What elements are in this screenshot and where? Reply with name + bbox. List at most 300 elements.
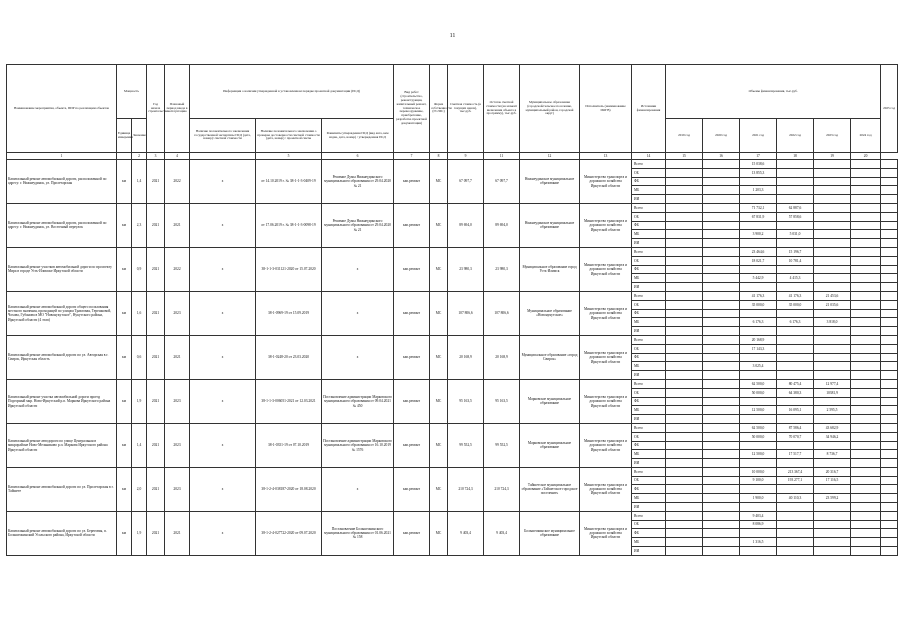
funding-year-cell: 16 095,1 xyxy=(777,406,814,415)
work-type-cell: кап.ремонт xyxy=(394,335,430,379)
unit-cell: км xyxy=(117,423,132,467)
funding-year-cell xyxy=(666,459,703,468)
column-number-cell: 18 xyxy=(777,153,814,160)
funding-year-cell xyxy=(851,494,881,503)
reliability-cell: 38-1-1-3-006051-2021 от 12.03.2021 xyxy=(256,379,322,423)
unit-cell: км xyxy=(117,247,132,291)
ownership-cell: МС xyxy=(430,467,448,511)
funding-year-cell xyxy=(851,256,881,265)
funding-source-cell: ИИ xyxy=(632,239,666,248)
funding-year-cell xyxy=(881,423,898,432)
ownership-cell: МС xyxy=(430,291,448,335)
header-approval: Реквизиты утверждения ПСД (вид акта, кем издан, дата, номер) / утвержденная ПСД xyxy=(322,119,394,153)
funding-year-cell xyxy=(740,503,777,512)
funding-year-cell xyxy=(881,203,898,212)
funding-year-cell xyxy=(881,300,898,309)
municipality-cell: Муниципальное образование «город Свирск» xyxy=(520,335,580,379)
ownership-cell: МС xyxy=(430,379,448,423)
end-year: 2022 xyxy=(165,247,190,291)
end-year: 2023 xyxy=(165,379,190,423)
header-work-type: Вид работ (строительство, реконструкция, капитальный ремонт, техническое перевооружение, приобретение, разработка проектной документации) xyxy=(394,65,430,153)
funding-year-cell xyxy=(881,494,898,503)
approval-cell: Решение Думы Нижнеудинского муниципального образования от 29.04.2020 № 21 xyxy=(322,160,394,204)
cost-cell: 67 097,7 xyxy=(448,160,484,204)
funding-year-cell xyxy=(777,309,814,318)
funding-year-cell xyxy=(851,547,881,556)
funding-year-cell xyxy=(703,388,740,397)
funding-year-cell xyxy=(814,256,851,265)
funding-year-cell xyxy=(666,212,703,221)
funding-year-cell xyxy=(881,432,898,441)
funding-year-cell xyxy=(814,538,851,547)
column-number-cell: 16 xyxy=(703,153,740,160)
cost-cell: 20 168,9 xyxy=(448,335,484,379)
work-type-cell: кап.ремонт xyxy=(394,511,430,555)
remaining-cost-cell: 67 097,7 xyxy=(484,160,520,204)
approval-cell: х xyxy=(322,335,394,379)
funding-year-cell xyxy=(666,511,703,520)
funding-year-cell xyxy=(851,274,881,283)
funding-year-cell xyxy=(666,230,703,239)
funding-year-cell xyxy=(703,423,740,432)
expertise-cell: х xyxy=(190,335,256,379)
object-name: Капитальный ремонт автомобильной дороги по ул. Пролетарская в г. Тайшете xyxy=(7,467,117,511)
header-year-2019: 2019 год xyxy=(666,119,703,153)
funding-year-cell xyxy=(666,415,703,424)
reliability-cell: 38-1-0969-19 от 15.09.2019 xyxy=(256,291,322,335)
funding-source-cell: МБ xyxy=(632,230,666,239)
funding-year-cell xyxy=(814,309,851,318)
funding-year-cell xyxy=(851,503,881,512)
funding-year-cell: 20 316,7 xyxy=(814,467,851,476)
header-funding: Объемы финансирования, тыс.руб. xyxy=(666,65,881,119)
reliability-cell: 38-1-2-4-027722-2020 от 09.07.2020 xyxy=(256,511,322,555)
table-row xyxy=(7,379,898,388)
funding-year-cell xyxy=(881,344,898,353)
funding-source-cell: МБ xyxy=(632,318,666,327)
funding-year-cell xyxy=(703,397,740,406)
remaining-cost-cell: 20 168,9 xyxy=(484,335,520,379)
funding-year-cell xyxy=(666,283,703,292)
funding-year-cell xyxy=(666,344,703,353)
column-number-cell: 14 xyxy=(632,153,666,160)
funding-year-cell xyxy=(851,203,881,212)
funding-year-cell xyxy=(881,353,898,362)
funding-year-cell xyxy=(703,177,740,186)
capacity-value: 1,4 xyxy=(132,423,147,467)
funding-source-cell: ФБ xyxy=(632,353,666,362)
funding-year-cell: 5 031,0 xyxy=(777,230,814,239)
funding-year-cell xyxy=(814,212,851,221)
funding-year-cell xyxy=(851,353,881,362)
funding-source-cell: ОБ xyxy=(632,300,666,309)
funding-year-cell xyxy=(666,529,703,538)
header-year-2023: 2023 год xyxy=(814,119,851,153)
funding-year-cell xyxy=(666,388,703,397)
funding-year-cell xyxy=(851,511,881,520)
funding-year-cell: 6 176,3 xyxy=(777,318,814,327)
funding-year-cell xyxy=(703,467,740,476)
column-number-cell: 4 xyxy=(165,153,190,160)
funding-year-cell: 34 946,2 xyxy=(814,432,851,441)
funding-year-cell xyxy=(703,327,740,336)
funding-year-cell xyxy=(851,309,881,318)
funding-year-cell xyxy=(814,274,851,283)
funding-year-cell xyxy=(703,476,740,485)
funding-year-cell xyxy=(814,415,851,424)
funding-year-cell xyxy=(703,283,740,292)
expertise-cell: х xyxy=(190,511,256,555)
funding-year-cell xyxy=(740,177,777,186)
funding-year-cell xyxy=(703,274,740,283)
funding-year-cell: 12 500,0 xyxy=(740,406,777,415)
funding-year-cell xyxy=(814,221,851,230)
funding-year-cell xyxy=(703,344,740,353)
expertise-cell: х xyxy=(190,467,256,511)
funding-source-cell: ИИ xyxy=(632,415,666,424)
funding-year-cell xyxy=(881,274,898,283)
funding-year-cell: 64 380,3 xyxy=(777,388,814,397)
funding-year-cell: 62 887,6 xyxy=(777,203,814,212)
funding-year-cell xyxy=(851,195,881,204)
funding-year-cell: 3 025,4 xyxy=(740,362,777,371)
funding-year-cell xyxy=(703,203,740,212)
column-number-cell: 15 xyxy=(666,153,703,160)
funding-year-cell xyxy=(881,529,898,538)
funding-source-cell: Всего xyxy=(632,247,666,256)
funding-year-cell xyxy=(703,432,740,441)
funding-source-cell: Всего xyxy=(632,423,666,432)
expertise-cell: х xyxy=(190,423,256,467)
funding-year-cell xyxy=(666,300,703,309)
funding-year-cell xyxy=(814,203,851,212)
funding-year-cell: 35 000,0 xyxy=(740,300,777,309)
funding-year-cell xyxy=(881,291,898,300)
funding-year-cell xyxy=(666,450,703,459)
end-year: 2021 xyxy=(165,335,190,379)
unit-cell: км xyxy=(117,511,132,555)
funding-year-cell: 70 070,7 xyxy=(777,432,814,441)
funding-year-cell xyxy=(881,406,898,415)
funding-year-cell xyxy=(851,327,881,336)
funding-year-cell xyxy=(881,520,898,529)
ownership-cell: МС xyxy=(430,511,448,555)
funding-year-cell xyxy=(703,300,740,309)
funding-year-cell xyxy=(851,186,881,195)
funding-year-cell xyxy=(814,459,851,468)
funding-year-cell xyxy=(851,221,881,230)
start-year: 2021 xyxy=(147,511,165,555)
work-type-cell: кап.ремонт xyxy=(394,291,430,335)
header-ownership: Форма собственности (ГС/МС) xyxy=(430,65,448,153)
funding-year-cell: 8 736,7 xyxy=(814,450,851,459)
funding-year-cell xyxy=(777,177,814,186)
funding-year-cell xyxy=(740,327,777,336)
funding-year-cell xyxy=(881,388,898,397)
funding-source-cell: ИИ xyxy=(632,195,666,204)
municipality-cell: Муниципальное образование город Усть-Илимск xyxy=(520,247,580,291)
column-number-cell: 9 xyxy=(448,153,484,160)
funding-year-cell xyxy=(740,547,777,556)
capacity-value: 1,6 xyxy=(132,291,147,335)
funding-year-cell: 1 203,3 xyxy=(740,186,777,195)
ownership-cell: МС xyxy=(430,423,448,467)
funding-source-cell: Всего xyxy=(632,511,666,520)
funding-year-cell xyxy=(814,177,851,186)
funding-year-cell xyxy=(666,485,703,494)
cost-cell: 99 552,5 xyxy=(448,423,484,467)
column-number-cell: 8 xyxy=(430,153,448,160)
start-year: 2021 xyxy=(147,203,165,247)
funding-year-cell xyxy=(703,450,740,459)
funding-year-cell xyxy=(881,221,898,230)
approval-cell: Постановление Большеокинского муниципального образования от 01.06.2021 № 158 xyxy=(322,511,394,555)
funding-year-cell xyxy=(777,283,814,292)
funding-year-cell xyxy=(740,529,777,538)
funding-year-cell xyxy=(666,432,703,441)
municipality-cell: Муниципальное образование «Новонукутское» xyxy=(520,291,580,335)
investment-table-wrapper xyxy=(6,64,898,556)
reliability-cell: 38-1-0351-19 от 07.10.2019 xyxy=(256,423,322,467)
header-cost: Сметная стоимость (в текущих ценах), тыс.руб. xyxy=(448,65,484,153)
funding-year-cell xyxy=(881,309,898,318)
funding-year-cell xyxy=(881,441,898,450)
funding-year-cell xyxy=(881,247,898,256)
funding-year-cell xyxy=(666,309,703,318)
funding-year-cell: 15 196,7 xyxy=(777,247,814,256)
funding-source-cell: ФБ xyxy=(632,309,666,318)
expertise-cell: х xyxy=(190,291,256,335)
funding-year-cell: 10381,9 xyxy=(814,388,851,397)
funding-year-cell: 15 038,6 xyxy=(740,160,777,169)
funding-year-cell xyxy=(881,459,898,468)
funding-year-cell xyxy=(703,230,740,239)
funding-year-cell xyxy=(666,177,703,186)
funding-year-cell xyxy=(851,397,881,406)
funding-year-cell xyxy=(777,344,814,353)
table-row xyxy=(7,291,898,300)
header-year-2024: 2024 год xyxy=(851,119,881,153)
funding-year-cell xyxy=(814,529,851,538)
funding-year-cell: 18 021,7 xyxy=(740,256,777,265)
header-start-year: Год начала строительства xyxy=(147,65,165,153)
executor-cell: Министерство транспорта и дорожного хозяйства Иркутской области xyxy=(580,203,632,247)
funding-source-cell: ФБ xyxy=(632,265,666,274)
funding-year-cell xyxy=(851,388,881,397)
funding-year-cell xyxy=(777,221,814,230)
funding-year-cell: 21 453,6 xyxy=(814,291,851,300)
table-row xyxy=(7,335,898,344)
executor-cell: Министерство транспорта и дорожного хозяйства Иркутской области xyxy=(580,511,632,555)
funding-year-cell: 80 475,4 xyxy=(777,379,814,388)
ownership-cell: МС xyxy=(430,160,448,204)
funding-source-cell: ОБ xyxy=(632,520,666,529)
funding-source-cell: МБ xyxy=(632,406,666,415)
funding-year-cell xyxy=(777,547,814,556)
funding-source-cell: МБ xyxy=(632,274,666,283)
funding-year-cell xyxy=(777,265,814,274)
funding-year-cell xyxy=(881,467,898,476)
funding-year-cell xyxy=(777,538,814,547)
funding-year-cell xyxy=(881,503,898,512)
funding-year-cell: 35 000,0 xyxy=(777,300,814,309)
funding-source-cell: ИИ xyxy=(632,459,666,468)
capacity-value: 2,0 xyxy=(132,467,147,511)
funding-year-cell xyxy=(814,265,851,274)
funding-year-cell xyxy=(666,362,703,371)
funding-year-cell xyxy=(740,221,777,230)
funding-year-cell xyxy=(851,371,881,380)
funding-year-cell: 50 000,0 xyxy=(740,432,777,441)
funding-year-cell xyxy=(703,195,740,204)
capacity-value: 1,9 xyxy=(132,511,147,555)
object-name: Капитальный ремонт участка автомобильной дороги проезд Подгорный мкр. Ново-Иркутский р.п. Маркова Иркутского района Иркутской области xyxy=(7,379,117,423)
column-number-cell: 11 xyxy=(484,153,520,160)
funding-year-cell xyxy=(740,265,777,274)
funding-year-cell xyxy=(666,503,703,512)
funding-year-cell xyxy=(851,415,881,424)
funding-year-cell: 23 599,2 xyxy=(814,494,851,503)
funding-year-cell: 2 595,5 xyxy=(814,406,851,415)
funding-year-cell xyxy=(666,538,703,547)
funding-year-cell xyxy=(881,265,898,274)
funding-year-cell xyxy=(703,160,740,169)
funding-year-cell xyxy=(703,538,740,547)
funding-year-cell xyxy=(703,529,740,538)
funding-year-cell xyxy=(777,441,814,450)
table-body xyxy=(7,160,898,556)
cost-cell: 9 403,4 xyxy=(448,511,484,555)
funding-year-cell: 3 818,0 xyxy=(814,318,851,327)
page-number: 11 xyxy=(449,33,456,39)
funding-year-cell xyxy=(666,397,703,406)
funding-year-cell xyxy=(703,362,740,371)
funding-year-cell xyxy=(703,318,740,327)
funding-year-cell xyxy=(703,247,740,256)
end-year: 2023 xyxy=(165,291,190,335)
funding-year-cell xyxy=(666,406,703,415)
funding-year-cell xyxy=(777,529,814,538)
funding-year-cell xyxy=(851,432,881,441)
funding-year-cell xyxy=(666,476,703,485)
funding-year-cell xyxy=(740,309,777,318)
funding-year-cell xyxy=(881,379,898,388)
funding-year-cell xyxy=(851,230,881,239)
approval-cell: Постановление администрации Марковского муниципального образования от 16.10.2019 № 1576 xyxy=(322,423,394,467)
executor-cell: Министерство транспорта и дорожного хозяйства Иркутской области xyxy=(580,335,632,379)
header-name: Наименование мероприятия, объекта, ПИР по реализации объектов xyxy=(7,65,117,153)
object-name: Капитальный ремонт автомобильной дороги общего пользования местного значения, проходящей по улицам Трактовая, Терешковой, Чохова, Губанова в МО "Новонукутское", Нукутского района, Иркутской области (4 этап) xyxy=(7,291,117,335)
funding-year-cell xyxy=(851,265,881,274)
funding-year-cell xyxy=(777,160,814,169)
funding-year-cell xyxy=(666,239,703,248)
municipality-cell: Марковское муниципальное образование xyxy=(520,379,580,423)
column-number-cell xyxy=(190,153,256,160)
approval-cell: Решение Думы Нижнеудинского муниципального образования от 29.04.2020 № 21 xyxy=(322,203,394,247)
funding-year-cell: 20 168,9 xyxy=(740,335,777,344)
investment-table xyxy=(6,64,898,556)
ownership-cell: МС xyxy=(430,247,448,291)
column-number-cell: 2 xyxy=(132,153,147,160)
funding-source-cell: ОБ xyxy=(632,212,666,221)
table-row xyxy=(7,423,898,432)
end-year: 2021 xyxy=(165,203,190,247)
funding-year-cell xyxy=(703,186,740,195)
funding-year-cell xyxy=(777,503,814,512)
remaining-cost-cell: 99 552,5 xyxy=(484,423,520,467)
header-remaining: Остаток сметной стоимости (на момент включения объекта в программу), тыс.руб. xyxy=(484,65,520,153)
work-type-cell: кап.ремонт xyxy=(394,467,430,511)
column-number-cell: 17 xyxy=(740,153,777,160)
funding-year-cell xyxy=(851,485,881,494)
funding-source-cell: ИИ xyxy=(632,283,666,292)
funding-year-cell xyxy=(851,168,881,177)
funding-source-cell: МБ xyxy=(632,186,666,195)
column-number-cell xyxy=(117,153,132,160)
funding-year-cell xyxy=(777,511,814,520)
funding-year-cell xyxy=(777,195,814,204)
funding-year-cell xyxy=(814,503,851,512)
column-number-cell: 5 xyxy=(256,153,322,160)
funding-year-cell: 23 464,6 xyxy=(740,247,777,256)
funding-source-cell: ФБ xyxy=(632,177,666,186)
funding-year-cell xyxy=(777,335,814,344)
funding-year-cell xyxy=(851,344,881,353)
funding-year-cell: 57 858,6 xyxy=(777,212,814,221)
executor-cell: Министерство транспорта и дорожного хозяйства Иркутской области xyxy=(580,247,632,291)
funding-year-cell: 10 000,0 xyxy=(740,467,777,476)
funding-year-cell xyxy=(703,494,740,503)
funding-year-cell xyxy=(703,441,740,450)
funding-year-cell xyxy=(881,538,898,547)
funding-year-cell xyxy=(814,327,851,336)
funding-year-cell xyxy=(666,274,703,283)
funding-year-cell xyxy=(881,415,898,424)
end-year: 2022 xyxy=(165,160,190,204)
table-row xyxy=(7,247,898,256)
table-row xyxy=(7,160,898,169)
funding-year-cell xyxy=(881,177,898,186)
funding-year-cell: 3 900,2 xyxy=(740,230,777,239)
funding-year-cell xyxy=(881,168,898,177)
funding-year-cell: 71 732,1 xyxy=(740,203,777,212)
funding-year-cell: 9 403,4 xyxy=(740,511,777,520)
funding-source-cell: ИИ xyxy=(632,503,666,512)
work-type-cell: кап.ремонт xyxy=(394,247,430,291)
funding-source-cell: ФБ xyxy=(632,529,666,538)
executor-cell: Министерство транспорта и дорожного хозяйства Иркутской области xyxy=(580,291,632,335)
funding-year-cell xyxy=(740,485,777,494)
funding-year-cell xyxy=(851,291,881,300)
approval-cell: х xyxy=(322,247,394,291)
funding-year-cell xyxy=(666,291,703,300)
funding-year-cell xyxy=(666,265,703,274)
funding-year-cell xyxy=(666,327,703,336)
funding-year-cell xyxy=(703,547,740,556)
funding-year-cell xyxy=(777,397,814,406)
funding-source-cell: Всего xyxy=(632,467,666,476)
funding-year-cell xyxy=(740,441,777,450)
table-row xyxy=(7,203,898,212)
column-number-cell: 20 xyxy=(851,153,881,160)
funding-year-cell xyxy=(851,450,881,459)
funding-year-cell: 62 500,0 xyxy=(740,379,777,388)
funding-year-cell xyxy=(881,476,898,485)
funding-source-cell: ФБ xyxy=(632,397,666,406)
funding-year-cell: 17 517,7 xyxy=(777,450,814,459)
funding-source-cell: Всего xyxy=(632,335,666,344)
funding-year-cell xyxy=(666,186,703,195)
